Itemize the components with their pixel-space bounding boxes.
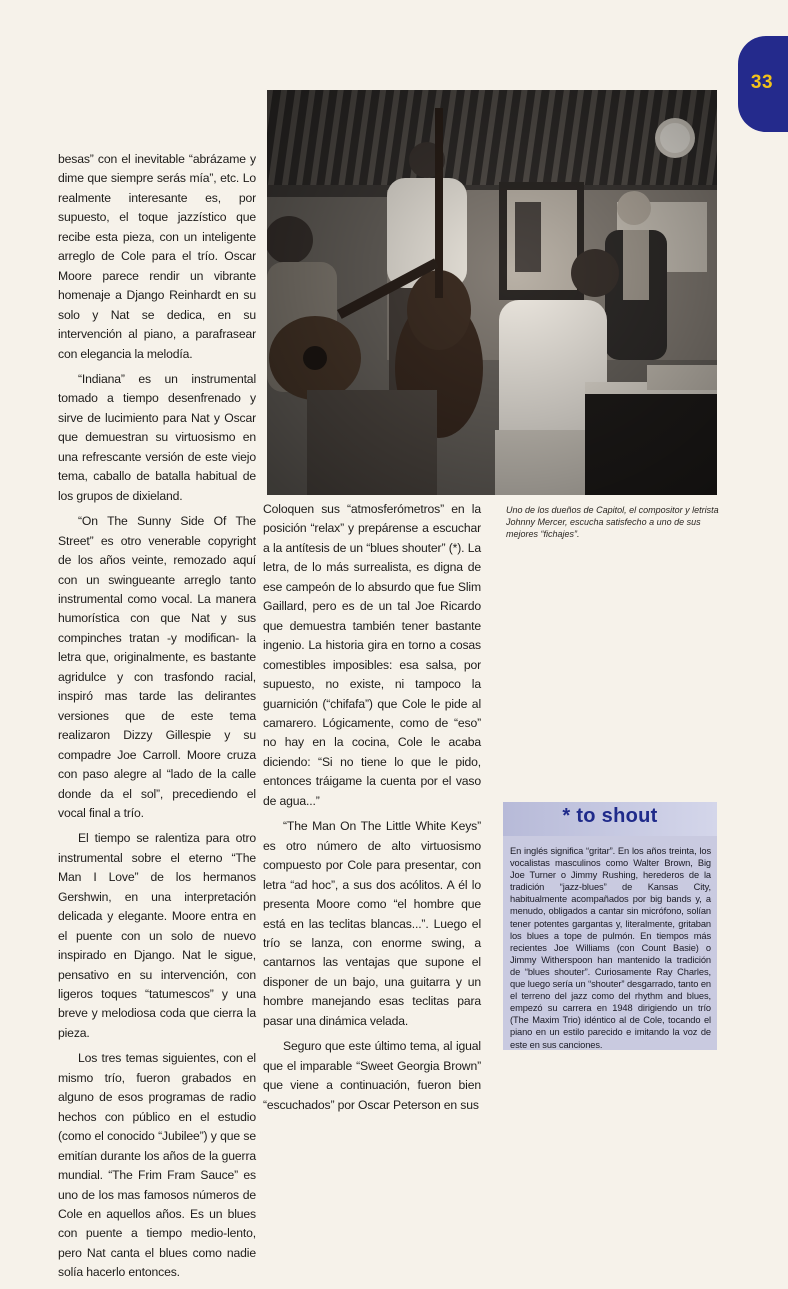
photo-illustration: [267, 90, 717, 495]
article-column-1: [58, 150, 256, 1289]
article-column-2: [263, 500, 481, 1121]
page-number: 33: [750, 72, 774, 93]
paragraph: Coloquen sus “atmosferómetros” en la posición “relax” y prepárense a escuchar a la antítesis de un “blues shouter” (*). La letra, de lo más surrealista, es digna de ese campeón de lo absurdo que fue Slim Gaillard, pero es de un tal Joe Ricardo que demuestra también tener bastante ingenio. La historia gira en torno a cosas comestibles imposibles: esa salsa, por supuesto, no existe, ni tampoco la guarnición (“chifafa”) que Cole le pide al camarero. Lógicamente, como de “eso” no hay en la cocina, Cole le acaba diciendo: “Si no tiene lo que le pido, entonces tráigame la cuenta por el vaso de agua...”: [263, 502, 481, 808]
paragraph: “Indiana” es un instrumental tomado a tiempo desenfrenado y sirve de lucimiento para Nat y Oscar que demuestran su virtuosismo en una refrescante versión de este viejo tema, caballo de batalla habitual de los grupos de dixieland.: [58, 371, 256, 503]
trio-photo: [267, 90, 717, 495]
paragraph: Seguro que este último tema, al igual que el imparable “Sweet Georgia Brown” que viene a continuación, fueron bien “escuchados” por Oscar Peterson en sus: [263, 1039, 481, 1112]
photo-caption: Uno de los dueños de Capitol, el compositor y letrista Johnny Mercer, escucha satisfecho a uno de sus mejores “fichajes”.: [506, 505, 719, 539]
paragraph: El tiempo se ralentiza para otro instrumental sobre el eterno “The Man I Love” de los hermanos Gershwin, en una interpretación delicada y elegante. Moore entra en el puente con un solo de nuevo inspirado en Django. Nat le sigue, pensativo en su intervención, con ligeros toques “tatumescos” y una breve y melodiosa coda que cierra la pieza.: [58, 831, 256, 1040]
paragraph: besas” con el inevitable “abrázame y dime que siempre serás mía”, etc. Lo realmente interesante es, por supuesto, el toque jazzístico que recibe esta pieza, con un inteligente arreglo de Cole para el trío. Oscar Moore parece rendir un vibrante homenaje a Django Reinhardt en su solo y Nat se dedica, en su intervención al piano, a parafrasear con elegancia la melodía.: [58, 152, 256, 361]
paragraph: Los tres temas siguientes, con el mismo trío, fueron grabados en alguno de esos programas de radio hechos con público en el estudio (como el conocido “Jubilee”) y que se emitían durante los años de la guerra mundial. “The Frim Fram Sauce” es uno de los mas famosos números de Cole en aquellos años. Es un blues con puente a tiempo medio-lento, pero Nat canta el blues como nadie solía hacerlo entonces.: [58, 1051, 256, 1280]
sidebar-body: En inglés significa “gritar”. En los años treinta, los vocalistas masculinos como Walter Brown, Big Joe Turner o Jimmy Rushing, herederos de la tradición “jazz-blues” de Kansas City, habitualmente acompañados por big bands y, a menudo, obligados a cantar sin micrófono, solían tener potentes gargantas y, literalmente, gritaban los blues a tope de pulmón. En tiempos más recientes Joe Williams (con Count Basie) o Jimmy Witherspoon han mantenido la tradición de “blues shouter”. Curiosamente Ray Charles, que luego sería un “shouter” desgarrado, tanto en el terreno del jazz como del rhythm and blues, empezó su carrera en 1948 dirigiendo un trío (The Maxim Trio) idéntico al de Cole, tocando el piano en un estilo parecido e imitando la voz de este en sus canciones.: [510, 846, 711, 1050]
sidebar-title: * to shout: [562, 805, 658, 827]
paragraph: “The Man On The Little White Keys” es otro número de alto virtuosismo compuesto por Cole para presentar, con letra “ad hoc”, a sus dos acólitos. A él lo presenta Moore como “el hombre que está en las teclitas blancas...”. Luego el trío se lanza, con enorme swing, a cantarnos las ventajas que supone el disponer de un bajo, una guitarra y un hombre manejando esas teclitas para pasar una dinámica velada.: [263, 819, 481, 1028]
paragraph: “On The Sunny Side Of The Street” es otro venerable copyright de los años veinte, remozado aquí con un swingueante arreglo tanto instrumental como vocal. La manera humorística con que Nat y sus compinches tratan -y modifican- la letra que, originalmente, es bastante agridulce y con trasfondo racial, inspiró mas tarde las delirantes versiones que de este tema realizaron Dizzy Gillespie y su compadre Joe Carroll. Moore cruza con paso alegre al “lado de la calle donde da el sol”, precediendo el vocal final a trío.: [58, 514, 256, 820]
